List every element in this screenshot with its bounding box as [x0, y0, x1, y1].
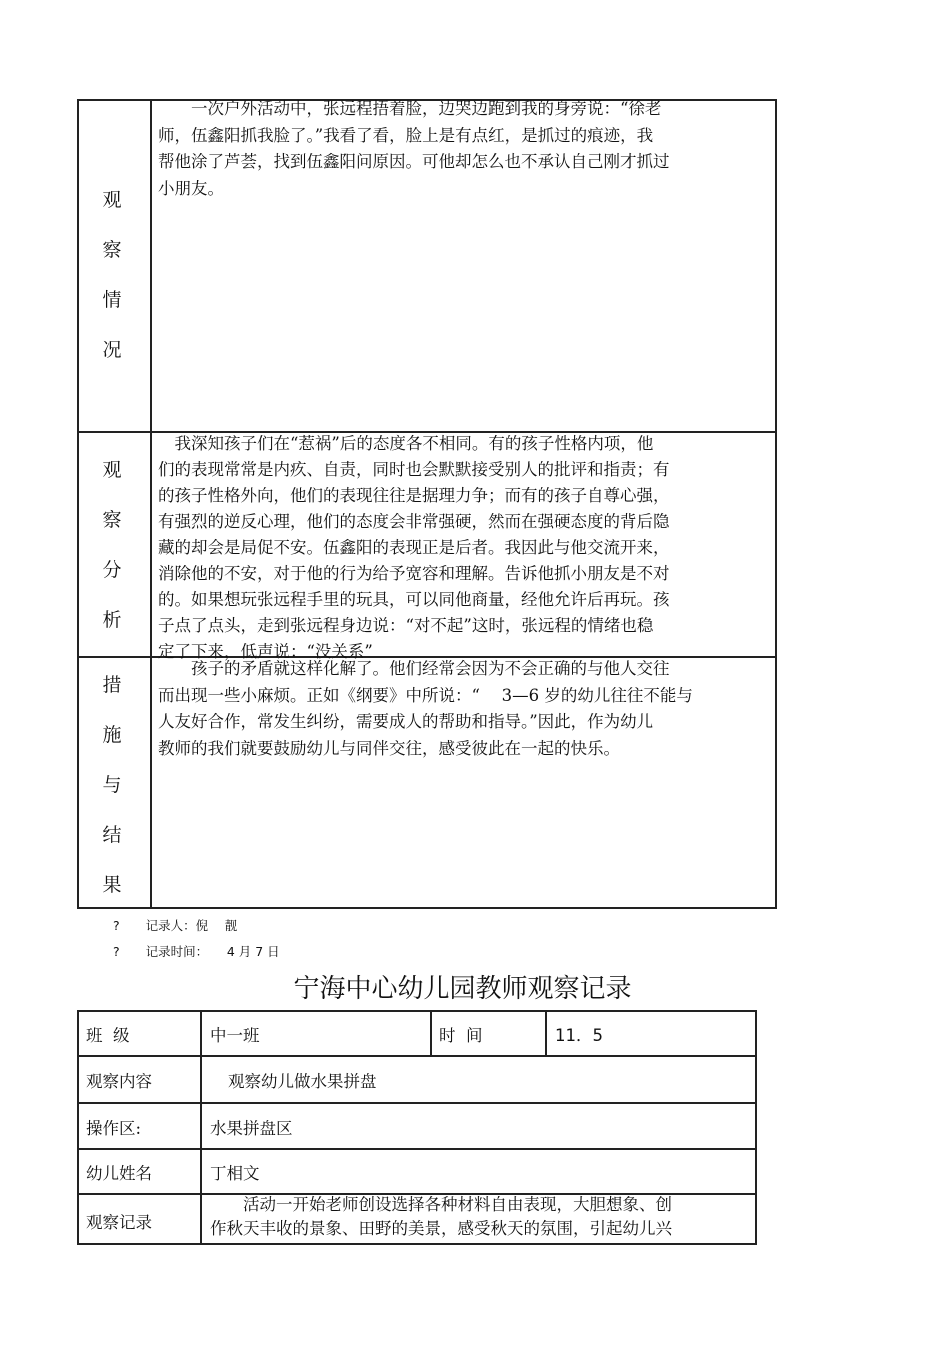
text-line: 作秋天丰收的景象、田野的美景，感受秋天的氛围，引起幼儿兴	[210, 1219, 672, 1238]
child-name-value: 丁相文	[210, 1164, 260, 1183]
text-line: 子点了点头，走到张远程身边说：“对不起”这时，张远程的情绪也稳	[158, 616, 654, 635]
row-label-observation-situation	[77, 175, 147, 375]
table2-column-divider	[200, 1010, 202, 1245]
table2-border-bottom	[77, 1243, 756, 1245]
text-line: 师，伍鑫阳抓我脸了。”我看了看，脸上是有点红，是抓过的痕迹，我	[158, 125, 654, 145]
table2-column-divider-time-label	[430, 1010, 432, 1056]
table2-border-top	[77, 1010, 756, 1012]
text-line: 教师的我们就要鼓励幼儿与同伴交往，感受彼此在一起的快乐。	[158, 738, 620, 758]
bullet: ?	[113, 918, 120, 933]
child-name-label: 幼儿姓名	[86, 1164, 152, 1183]
text-line: 人友好合作，常发生纠纷，需要成人的帮助和指导。”因此，作为幼儿	[158, 712, 654, 731]
label-char: 观	[102, 459, 122, 481]
label-char: 施	[102, 724, 122, 746]
label-char: 析	[102, 609, 122, 631]
content-value: 观察幼儿做水果拼盘	[228, 1072, 377, 1091]
text-line: 定了下来，低声说：“没关系”	[158, 642, 373, 661]
record-text	[210, 1193, 672, 1241]
text-line: 而出现一些小麻烦。正如《纲要》中所说：“ 3—6 岁的幼儿往往不能与	[158, 685, 693, 705]
table2-border-left	[77, 1010, 79, 1245]
recorder-line	[113, 916, 237, 934]
bullet: ?	[113, 944, 120, 959]
area-value: 水果拼盘区	[210, 1119, 293, 1138]
text-line: 的。如果想玩张远程手里的玩具，可以同他商量，经他允许后再玩。孩	[158, 590, 670, 609]
text-line: 我深知孩子们在“惹祸”后的态度各不相同。有的孩子性格内项，他	[158, 434, 654, 453]
label-char: 情	[102, 289, 122, 311]
label-char: 况	[102, 339, 122, 361]
text-line: 孩子的矛盾就这样化解了。他们经常会因为不会正确的与他人交往	[158, 659, 670, 678]
row-label-measures-results	[77, 660, 147, 910]
section-title: 宁海中心幼儿园教师观察记录	[293, 974, 632, 1004]
text-line: 有强烈的逆反心理，他们的态度会非常强硬，然而在强硬态度的背后隐	[158, 512, 670, 531]
class-label: 班 级	[86, 1026, 130, 1045]
table1-border-right	[775, 99, 777, 909]
table1-column-divider	[150, 99, 152, 909]
table2-border-right	[755, 1010, 757, 1245]
label-char: 与	[102, 774, 122, 796]
text-line: 小朋友。	[158, 178, 224, 198]
time-label: 时 间	[439, 1026, 483, 1045]
label-char: 分	[102, 559, 122, 581]
class-value: 中一班	[210, 1026, 260, 1045]
table1-border-bottom	[77, 907, 776, 909]
table2-row-divider-1	[77, 1055, 756, 1057]
area-label: 操作区:	[86, 1119, 142, 1138]
observation-situation-text	[158, 96, 670, 202]
text-line: 的孩子性格外向，他们的表现往往是据理力争；而有的孩子自尊心强，	[158, 486, 670, 505]
text-line: 藏的却会是局促不安。伍鑫阳的表现正是后者。我因此与他交流开来，	[158, 538, 670, 557]
text-line: 消除他的不安，对于他的行为给予宽容和理解。告诉他抓小朋友是不对	[158, 564, 670, 583]
label-char: 察	[102, 239, 122, 261]
text-line: 活动一开始老师创设选择各种材料自由表现，大胆想象、创	[210, 1195, 672, 1214]
label-char: 措	[102, 674, 122, 696]
label-char: 观	[102, 189, 122, 211]
text-line: 们的表现常常是内疚、自责，同时也会默默接受别人的批评和指责；有	[158, 460, 670, 479]
text-line: 帮他涂了芦荟，找到伍鑫阳问原因。可他却怎么也不承认自己刚才抓过	[158, 152, 670, 171]
label-char: 结	[102, 824, 122, 846]
text-line: 一次户外活动中，张远程捂着脸，边哭边跑到我的身旁说：“徐老	[158, 99, 662, 118]
observation-analysis-text	[158, 431, 670, 665]
recorder-text: 记录人：倪 靓	[145, 918, 238, 933]
measures-results-text	[158, 656, 693, 762]
time-value: 11．5	[555, 1026, 603, 1045]
table2-row-divider-3	[77, 1148, 756, 1150]
row-label-observation-analysis	[77, 445, 147, 645]
record-time-text: 记录时间： 4 月 7 日	[145, 944, 280, 959]
label-char: 果	[102, 874, 122, 896]
record-time-line	[113, 942, 280, 960]
label-char: 察	[102, 509, 122, 531]
table2-column-divider-time-value	[545, 1010, 547, 1056]
table2-row-divider-2	[77, 1102, 756, 1104]
record-label: 观察记录	[86, 1213, 152, 1232]
content-label: 观察内容	[86, 1072, 152, 1091]
